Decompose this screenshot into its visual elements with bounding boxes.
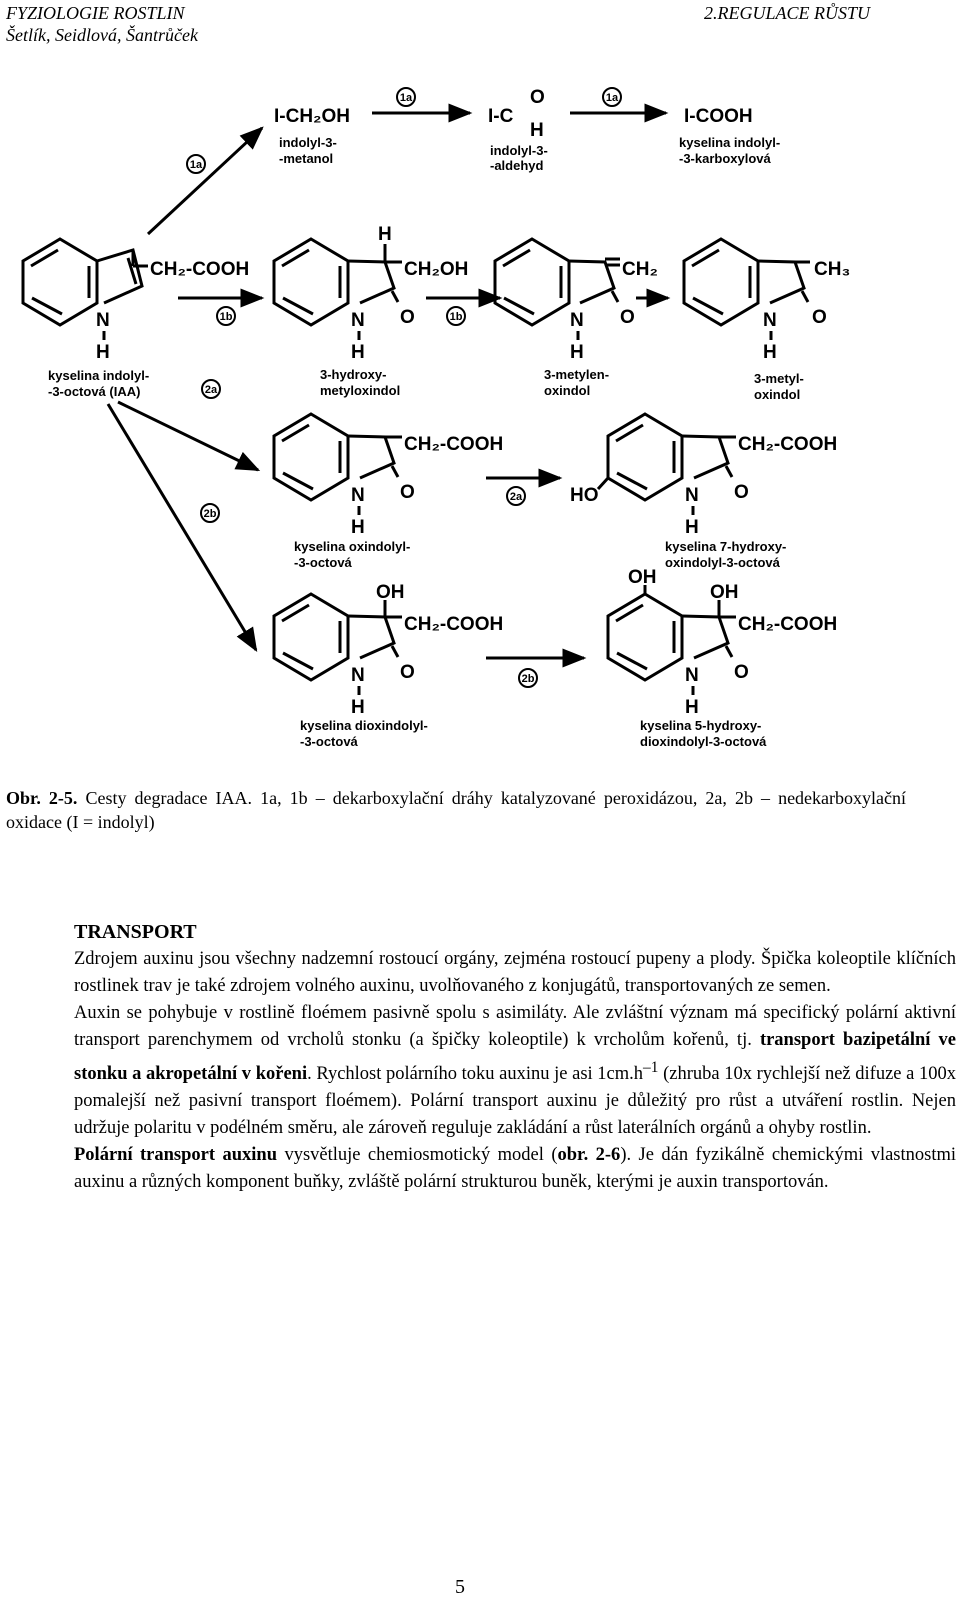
name-metanol-2: -metanol [279, 151, 334, 166]
name-meth-1: 3-metylen- [544, 367, 610, 382]
oxi-h: H [351, 517, 365, 538]
arrow-1a-diagonal [148, 128, 262, 234]
dioxindolyl-acetic-structure [274, 594, 415, 718]
name-aldehyd-1: indolyl-3- [490, 143, 548, 158]
formula-dio-oh: OH [376, 582, 405, 603]
name-dio-1: kyselina dioxindolyl- [300, 718, 428, 733]
methyl-o: O [812, 307, 827, 328]
name-iaa-1: kyselina indolyl- [48, 368, 150, 383]
name-hmo-1: 3-hydroxy- [320, 367, 387, 382]
name-dio-2: -3-octová [300, 734, 358, 749]
hmo-h: H [378, 224, 392, 245]
p3-bold-1: Polární transport auxinu [74, 1145, 277, 1166]
caption-label: Obr. 2-5. [6, 788, 78, 808]
aldehyd-h: H [530, 120, 544, 141]
name-methyl-1: 3-metyl- [754, 371, 804, 386]
hydroxymethyloxindol-structure [274, 224, 415, 363]
dio-o: O [400, 662, 415, 683]
hydroxydioxindolyl-acetic-structure [608, 585, 749, 718]
page-number: 5 [455, 1576, 465, 1598]
name-hox-1: kyselina 7-hydroxy- [665, 539, 787, 554]
formula-hdio-side: CH₂-COOH [738, 614, 838, 635]
pathway-2a-label-2: 2a [509, 491, 523, 503]
name-metanol-1: indolyl-3- [279, 135, 337, 150]
p3-text-a: vysvětluje chemiosmotický model ( [277, 1145, 558, 1166]
paragraph-2 [6, 1000, 956, 1142]
formula-oxi-side: CH₂-COOH [404, 434, 504, 455]
formula-karboxylova: I-COOH [684, 106, 753, 127]
oxi-o: O [400, 482, 415, 503]
running-header-left [6, 2, 198, 46]
pathway-1a-label-2: 1a [605, 92, 619, 104]
formula-indolyl-metanol: I-CH₂OH [274, 106, 350, 127]
hmo-n: N [351, 310, 365, 331]
name-meth-2: oxindol [544, 383, 591, 398]
hox-o: O [734, 482, 749, 503]
name-hdio-2: dioxindolyl-3-octová [640, 734, 767, 749]
paragraph-1: Zdrojem auxinu jsou všechny nadzemní rostoucí orgány, zejména rostoucí pupeny a plody. Špička koleoptile klíčních rostlinek trav je také zdrojem volného auxinu, uvolňovaného z konjugátů, transportovaných ze semen. [74, 949, 956, 996]
methylenoxindol-structure [495, 239, 635, 363]
hmo-o: O [400, 307, 415, 328]
arrow-2b-diagonal [108, 404, 256, 650]
pathway-2b-label-2: 2b [521, 673, 535, 685]
pathway-2b-label: 2b [203, 508, 217, 520]
aldehyd-o: O [530, 87, 545, 108]
methyl-h: H [763, 342, 777, 363]
name-aldehyd-2: -aldehyd [490, 158, 544, 173]
formula-hmo-side: CH₂OH [404, 259, 469, 280]
iaa-h: H [96, 342, 110, 363]
p2-bold: transport bazipetální ve stonku a akropetální v kořeni [74, 1030, 956, 1085]
book-title: FYZIOLOGIE ROSTLIN [6, 3, 185, 23]
transport-section [6, 918, 956, 1196]
iaa-structure [23, 239, 148, 363]
name-karbox-2: -3-karboxylová [679, 151, 771, 166]
figure-caption [6, 786, 906, 834]
formula-hdio-oh1: OH [628, 567, 657, 588]
oxindolyl-acetic-structure [274, 414, 415, 538]
name-karbox-1: kyselina indolyl- [679, 135, 781, 150]
pathway-1a-label: 1a [399, 92, 413, 104]
caption-text: Cesty degradace IAA. 1a, 1b – dekarboxylační dráhy katalyzované peroxidázou, 2a, 2b – nedekarboxylační oxidace (I = indolyl) [6, 788, 907, 832]
p2-text-c: (zhruba 10x rychlejší než difuze a 100x pomalejší než pasivní transport floémem). Polární transport auxinu je důležitý pro růst a utváření rostlin. Nejen udržuje polaritu v podélném směru, ale zároveň reguluje zakládání a růst laterálních orgánů a ohyby rostlin. [74, 1064, 956, 1139]
iaa-degradation-scheme [0, 80, 960, 770]
name-oxi-1: kyselina oxindolyl- [294, 539, 411, 554]
dio-h: H [351, 697, 365, 718]
chapter-title: 2.REGULACE RŮSTU [704, 3, 870, 23]
p3-text-b: ). Je dán fyzikálně chemickými vlastnostmi auxinu a různých komponent buňky, zvláště polární strukturou buněk, kterými je auxin transportován. [74, 1145, 957, 1193]
formula-hdio-oh2: OH [710, 582, 739, 603]
methyl-n: N [763, 310, 777, 331]
hdio-h: H [685, 697, 699, 718]
hox-h: H [685, 517, 699, 538]
p3-bold-2: obr. 2-6 [557, 1145, 621, 1166]
name-iaa-2: -3-octová (IAA) [48, 384, 141, 399]
meth-n: N [570, 310, 584, 331]
name-hox-2: oxindolyl-3-octová [665, 555, 780, 570]
formula-iaa-side: CH₂-COOH [150, 259, 250, 280]
formula-hox-side: CH₂-COOH [738, 434, 838, 455]
name-oxi-2: -3-octová [294, 555, 352, 570]
formula-dio-side: CH₂-COOH [404, 614, 504, 635]
iaa-n: N [96, 310, 110, 331]
pathway-1b-label-2: 1b [449, 311, 463, 323]
formula-methyl-side: CH₃ [814, 259, 851, 280]
arrow-2a-diagonal [118, 402, 258, 470]
hox-n: N [685, 485, 699, 506]
formula-aldehyd: I-C [488, 106, 514, 127]
p2-text-b: . Rychlost polárního toku auxinu je asi 1cm.h [307, 1064, 644, 1085]
hdio-n: N [685, 665, 699, 686]
hydroxyoxindolyl-acetic-structure [598, 414, 749, 538]
oxi-n: N [351, 485, 365, 506]
formula-meth-side: CH₂ [622, 259, 658, 280]
dio-n: N [351, 665, 365, 686]
name-hdio-1: kyselina 5-hydroxy- [640, 718, 762, 733]
name-methyl-2: oxindol [754, 387, 801, 402]
book-authors: Šetlík, Seidlová, Šantrůček [6, 25, 198, 45]
pathway-1a-label-3: 1a [189, 159, 203, 171]
hdio-o: O [734, 662, 749, 683]
pathway-2a-label: 2a [204, 384, 218, 396]
p2-text-a: Auxin se pohybuje v rostlině floémem pasivně spolu s asimiláty. Ale zvláštní význam má specifický polární aktivní transport parenchymem od vrcholů stonku (a špičky koleoptile) k vrcholům kořenů, tj. [74, 1003, 956, 1050]
p2-superscript: –1 [643, 1059, 659, 1076]
name-hmo-2: metyloxindol [320, 383, 401, 398]
hmo-h2: H [351, 342, 365, 363]
pathway-1b-label: 1b [219, 311, 233, 323]
meth-h: H [570, 342, 584, 363]
methyloxindol-structure [684, 239, 827, 363]
meth-o: O [620, 307, 635, 328]
formula-hox-ho: HO [570, 485, 599, 506]
paragraph-3 [6, 1142, 956, 1196]
section-heading: TRANSPORT [74, 921, 197, 943]
